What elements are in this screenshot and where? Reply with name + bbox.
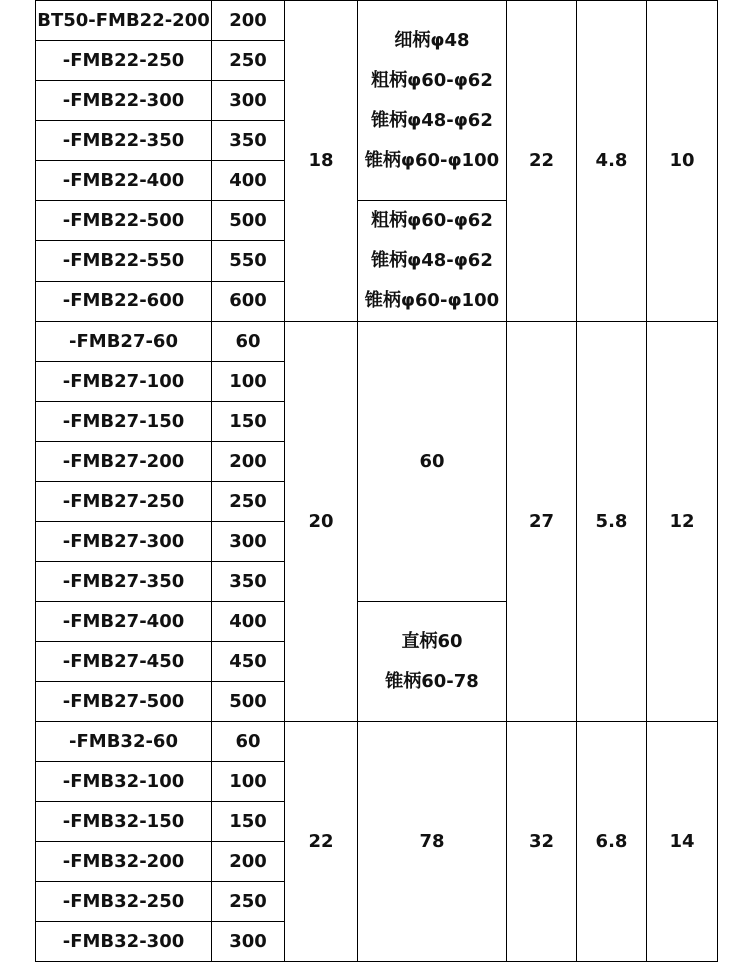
length-cell: 60 bbox=[212, 322, 285, 362]
shank-spec-text: 锥柄φ48-φ62 bbox=[371, 250, 493, 271]
shank-spec-text: 锥柄φ48-φ62 bbox=[371, 109, 493, 131]
model-cell: -FMB32-250 bbox=[36, 882, 212, 922]
model-cell: -FMB22-300 bbox=[36, 81, 212, 121]
group-fmb27-shank-a: 60 bbox=[358, 322, 507, 602]
group-fmb27-col3: 20 bbox=[285, 322, 358, 722]
group-fmb27-col5: 27 bbox=[507, 322, 577, 722]
model-cell: -FMB27-500 bbox=[36, 682, 212, 722]
length-cell: 250 bbox=[212, 41, 285, 81]
model-cell: -FMB32-300 bbox=[36, 922, 212, 962]
model-cell: -FMB32-200 bbox=[36, 842, 212, 882]
length-cell: 60 bbox=[212, 722, 285, 762]
length-cell: 200 bbox=[212, 442, 285, 482]
length-cell: 500 bbox=[212, 201, 285, 241]
table-row bbox=[36, 722, 718, 762]
shank-spec-text: 锥柄60-78 bbox=[385, 670, 479, 692]
length-cell: 200 bbox=[212, 1, 285, 41]
model-cell: -FMB32-60 bbox=[36, 722, 212, 762]
model-cell: -FMB27-450 bbox=[36, 642, 212, 682]
model-cell: -FMB27-200 bbox=[36, 442, 212, 482]
model-cell: -FMB22-400 bbox=[36, 161, 212, 201]
model-cell: -FMB22-600 bbox=[36, 281, 212, 321]
group-fmb27-col7: 12 bbox=[647, 322, 718, 722]
model-cell: -FMB22-500 bbox=[36, 201, 212, 241]
model-cell: -FMB27-150 bbox=[36, 402, 212, 442]
shank-spec-text: 粗柄φ60-φ62 bbox=[371, 69, 493, 91]
length-cell: 250 bbox=[212, 882, 285, 922]
shank-spec-text: 细柄φ48 bbox=[394, 29, 470, 51]
group-fmb27-shank-b bbox=[358, 602, 507, 722]
shank-spec-text: 粗柄φ60-φ62 bbox=[371, 210, 493, 231]
model-cell: -FMB22-550 bbox=[36, 241, 212, 281]
group-fmb22-col7: 10 bbox=[647, 1, 718, 322]
group-fmb22-col5: 22 bbox=[507, 1, 577, 322]
model-cell: -FMB32-150 bbox=[36, 802, 212, 842]
model-cell: -FMB32-100 bbox=[36, 762, 212, 802]
length-cell: 500 bbox=[212, 682, 285, 722]
model-cell: -FMB27-60 bbox=[36, 322, 212, 362]
length-cell: 150 bbox=[212, 802, 285, 842]
model-cell: -FMB27-250 bbox=[36, 482, 212, 522]
length-cell: 450 bbox=[212, 642, 285, 682]
length-cell: 550 bbox=[212, 241, 285, 281]
length-cell: 300 bbox=[212, 81, 285, 121]
length-cell: 400 bbox=[212, 161, 285, 201]
length-cell: 350 bbox=[212, 562, 285, 602]
length-cell: 300 bbox=[212, 922, 285, 962]
model-cell: -FMB27-400 bbox=[36, 602, 212, 642]
table-row bbox=[36, 1, 718, 41]
table-row bbox=[36, 322, 718, 362]
group-fmb22-shank-b bbox=[358, 201, 507, 322]
shank-spec-text: 锥柄φ60-φ100 bbox=[364, 149, 500, 171]
group-fmb32-col6: 6.8 bbox=[577, 722, 647, 962]
model-cell: -FMB22-250 bbox=[36, 41, 212, 81]
length-cell: 100 bbox=[212, 762, 285, 802]
model-cell: -FMB27-350 bbox=[36, 562, 212, 602]
group-fmb22-shank-a bbox=[358, 1, 507, 201]
shank-spec-text: 直柄60 bbox=[401, 630, 463, 652]
length-cell: 250 bbox=[212, 482, 285, 522]
length-cell: 400 bbox=[212, 602, 285, 642]
group-fmb22-col6: 4.8 bbox=[577, 1, 647, 322]
group-fmb27-col6: 5.8 bbox=[577, 322, 647, 722]
group-fmb32-shank: 78 bbox=[358, 722, 507, 962]
model-cell: -FMB22-350 bbox=[36, 121, 212, 161]
group-fmb32-col5: 32 bbox=[507, 722, 577, 962]
length-cell: 350 bbox=[212, 121, 285, 161]
model-cell: BT50-FMB22-200 bbox=[36, 1, 212, 41]
length-cell: 600 bbox=[212, 281, 285, 321]
group-fmb32-col7: 14 bbox=[647, 722, 718, 962]
spec-table bbox=[35, 0, 718, 962]
model-cell: -FMB27-100 bbox=[36, 362, 212, 402]
group-fmb22-col3: 18 bbox=[285, 1, 358, 322]
length-cell: 200 bbox=[212, 842, 285, 882]
length-cell: 300 bbox=[212, 522, 285, 562]
shank-spec-text: 锥柄φ60-φ100 bbox=[364, 290, 500, 311]
length-cell: 150 bbox=[212, 402, 285, 442]
model-cell: -FMB27-300 bbox=[36, 522, 212, 562]
group-fmb32-col3: 22 bbox=[285, 722, 358, 962]
length-cell: 100 bbox=[212, 362, 285, 402]
